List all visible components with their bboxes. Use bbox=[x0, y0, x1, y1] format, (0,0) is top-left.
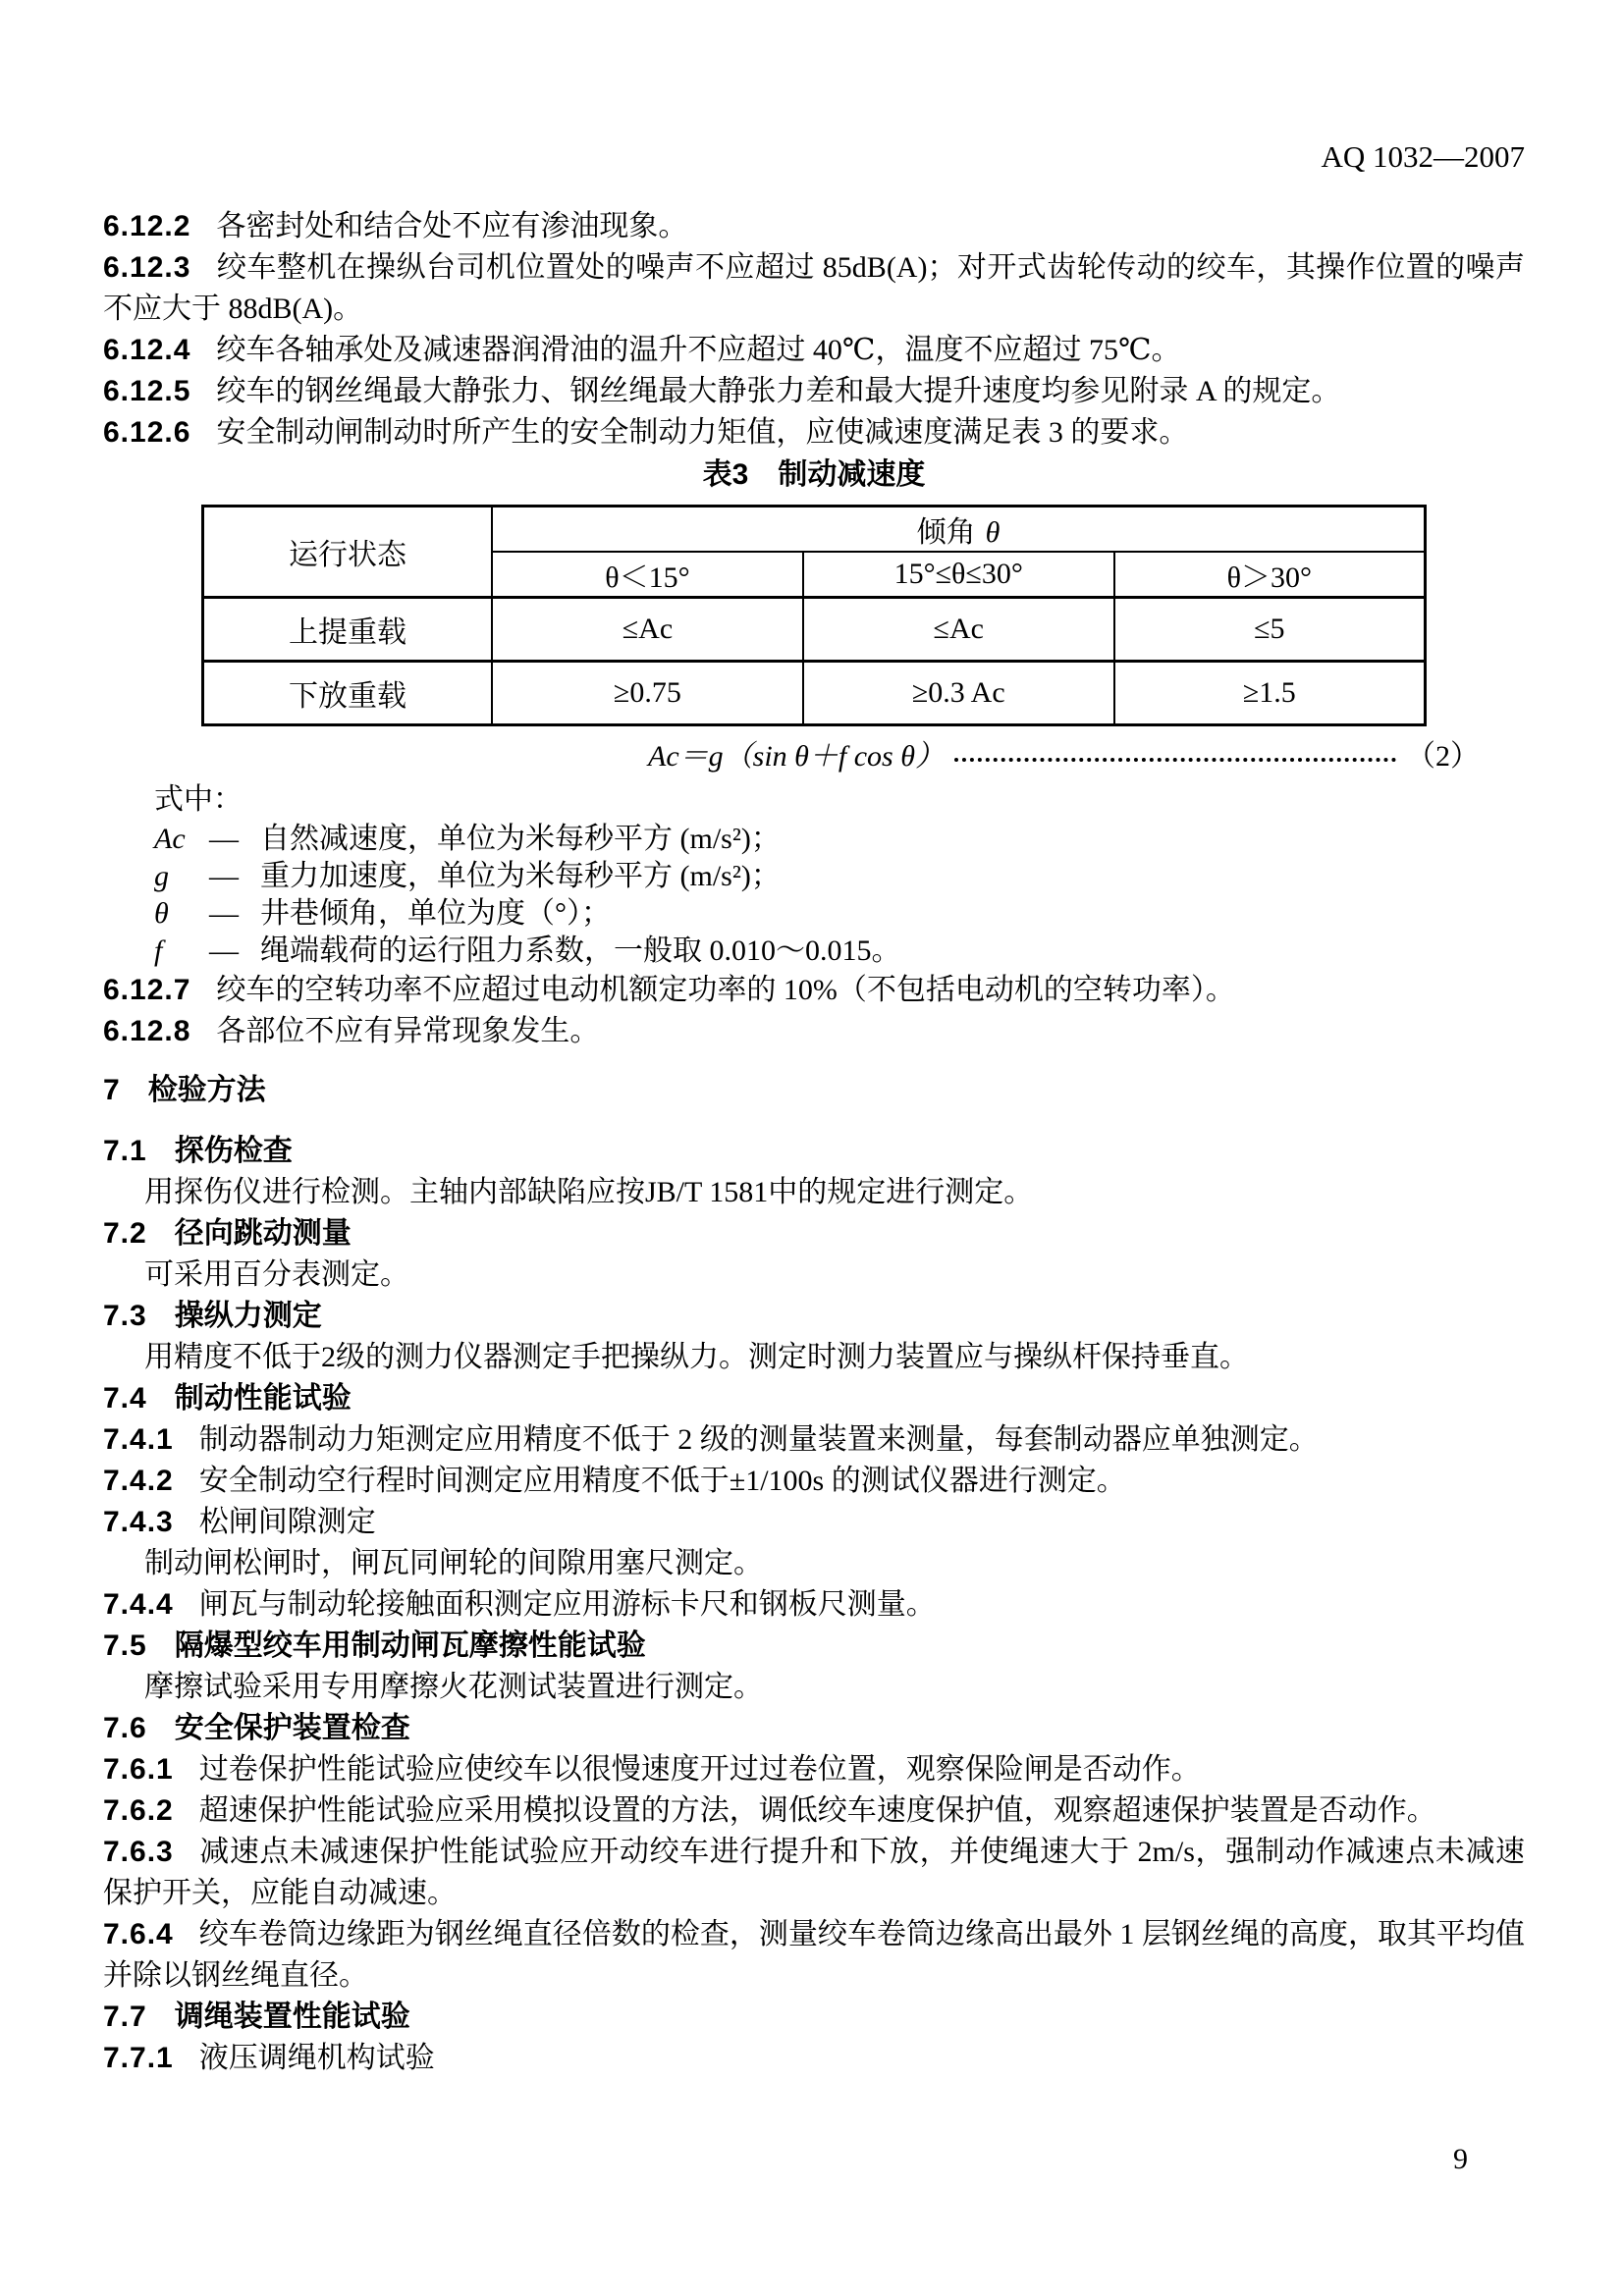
definition-item-theta bbox=[154, 895, 1525, 933]
definitions-intro: 式中： bbox=[154, 783, 243, 816]
clause-number: 7.4.1 bbox=[103, 1423, 174, 1456]
cell-value: ≥0.3 Ac bbox=[803, 662, 1114, 725]
col-header-theta-lt-15: θ＜15° bbox=[492, 552, 803, 598]
clause-6-12-8 bbox=[103, 1011, 1525, 1052]
table-header-row-1 bbox=[203, 507, 1426, 553]
equation-2 bbox=[103, 734, 1525, 779]
clause-text: 绞车整机在操纵台司机位置处的噪声不应超过 85dB(A)；对开式齿轮传动的绞车，其操作位置的噪声不应大于 88dB(A)。 bbox=[103, 251, 1525, 325]
section-number: 7.3 bbox=[103, 1300, 147, 1332]
clause-7-6-1 bbox=[103, 1749, 1525, 1790]
clause-number: 7.6.2 bbox=[103, 1794, 174, 1827]
clause-text: 超速保护性能试验应采用模拟设置的方法，调低绞车速度保护值，观察超速保护装置是否动作。 bbox=[198, 1794, 1436, 1827]
cell-value: ≥1.5 bbox=[1114, 662, 1426, 725]
section-number: 7.5 bbox=[103, 1629, 147, 1662]
clause-text: 液压调绳机构试验 bbox=[198, 2042, 435, 2074]
table-group-header bbox=[492, 507, 1426, 553]
definition-term: f bbox=[154, 934, 163, 967]
table-3 bbox=[201, 505, 1427, 726]
section-title: 径向跳动测量 bbox=[174, 1217, 352, 1250]
body-7-3: 用精度不低于2级的测力仪器测定手把操纵力。测定时测力装置应与操纵杆保持垂直。 bbox=[144, 1341, 1249, 1373]
clause-number: 6.12.8 bbox=[103, 1015, 191, 1047]
standard-number: AQ 1032—2007 bbox=[1321, 139, 1525, 174]
definition-term: θ bbox=[154, 897, 169, 930]
definition-item-Ac bbox=[154, 821, 1525, 858]
heading-7-1 bbox=[103, 1131, 1525, 1172]
clause-number: 6.12.2 bbox=[103, 210, 191, 242]
section-number: 7.7 bbox=[103, 2001, 147, 2033]
clause-number: 6.12.7 bbox=[103, 974, 191, 1006]
clause-text: 绞车的钢丝绳最大静张力、钢丝绳最大静张力差和最大提升速度均参见附录 A 的规定。 bbox=[216, 375, 1341, 407]
definition-item-g bbox=[154, 858, 1525, 895]
clause-number: 7.6.3 bbox=[103, 1836, 174, 1868]
clause-number: 6.12.6 bbox=[103, 416, 191, 449]
section-title: 检验方法 bbox=[147, 1074, 266, 1106]
heading-7-4 bbox=[103, 1378, 1525, 1419]
definition-dash: — bbox=[209, 860, 239, 892]
definition-dash: — bbox=[209, 934, 239, 967]
section-title: 安全保护装置检查 bbox=[174, 1712, 410, 1744]
clause-7-4-3 bbox=[103, 1502, 1525, 1543]
equation-expression: Ac＝g（sin θ＋f cos θ） bbox=[648, 740, 945, 773]
row-label: 上提重载 bbox=[203, 598, 493, 662]
body-7-2: 可采用百分表测定。 bbox=[144, 1258, 409, 1291]
cell-value: ≤Ac bbox=[492, 598, 803, 662]
table-corner-header: 运行状态 bbox=[203, 507, 493, 598]
clause-7-6-4 bbox=[103, 1914, 1525, 1997]
clause-7-7-1 bbox=[103, 2038, 1525, 2079]
clause-6-12-3 bbox=[103, 247, 1525, 330]
clause-number: 7.4.3 bbox=[103, 1506, 174, 1538]
col-header-theta-15-30: 15°≤θ≤30° bbox=[803, 552, 1114, 598]
clause-6-12-5 bbox=[103, 371, 1525, 412]
page-content bbox=[103, 139, 1525, 2079]
clause-text: 各密封处和结合处不应有渗油现象。 bbox=[216, 210, 688, 242]
clause-6-12-4 bbox=[103, 330, 1525, 371]
body-7-4-3: 制动闸松闸时，闸瓦同闸轮的间隙用塞尺测定。 bbox=[144, 1547, 763, 1579]
section-number: 7.2 bbox=[103, 1217, 147, 1250]
clause-7-4-2 bbox=[103, 1461, 1525, 1502]
clause-number: 6.12.5 bbox=[103, 375, 191, 407]
group-header-label: 倾角 bbox=[916, 516, 976, 549]
section-title: 调绳装置性能试验 bbox=[174, 2001, 410, 2033]
section-title: 隔爆型绞车用制动闸瓦摩擦性能试验 bbox=[174, 1629, 646, 1662]
section-number: 7.6 bbox=[103, 1712, 147, 1744]
clause-text: 各部位不应有异常现象发生。 bbox=[216, 1015, 600, 1047]
clause-number: 7.6.1 bbox=[103, 1753, 174, 1786]
heading-7-7 bbox=[103, 1997, 1525, 2038]
section-number: 7.4 bbox=[103, 1382, 147, 1415]
definition-term: g bbox=[154, 860, 169, 892]
definition-description: 绳端载荷的运行阻力系数，一般取 0.010～0.015。 bbox=[260, 934, 901, 967]
equation-dot-leader bbox=[945, 734, 1406, 779]
section-number: 7.1 bbox=[103, 1135, 147, 1167]
definition-description: 重力加速度，单位为米每秒平方 (m/s²)； bbox=[260, 860, 781, 892]
heading-7-6 bbox=[103, 1708, 1525, 1749]
body-7-1: 用探伤仪进行检测。主轴内部缺陷应按JB/T 1581中的规定进行测定。 bbox=[144, 1176, 1034, 1208]
clause-number: 6.12.4 bbox=[103, 334, 191, 366]
clause-text: 安全制动闸制动时所产生的安全制动力矩值，应使减速度满足表 3 的要求。 bbox=[216, 416, 1189, 449]
clause-text: 过卷保护性能试验应使绞车以很慢速度开过过卷位置，观察保险闸是否动作。 bbox=[198, 1753, 1201, 1786]
clause-7-6-3 bbox=[103, 1832, 1525, 1914]
clause-number: 6.12.3 bbox=[103, 251, 191, 284]
clause-text: 闸瓦与制动轮接触面积测定应用游标卡尺和钢板尺测量。 bbox=[198, 1588, 936, 1621]
clause-text: 松闸间隙测定 bbox=[198, 1506, 376, 1538]
heading-7-3 bbox=[103, 1296, 1525, 1337]
clause-number: 7.4.2 bbox=[103, 1465, 174, 1497]
clause-7-4-1 bbox=[103, 1419, 1525, 1461]
row-label: 下放重载 bbox=[203, 662, 493, 725]
clause-text: 减速点未减速保护性能试验应开动绞车进行提升和下放，并使绳速大于 2m/s，强制动作减速点未减速保护开关，应能自动减速。 bbox=[103, 1836, 1525, 1909]
clause-6-12-2 bbox=[103, 206, 1525, 247]
definition-dash: — bbox=[209, 823, 239, 855]
clause-6-12-6 bbox=[103, 412, 1525, 454]
col-header-theta-gt-30: θ＞30° bbox=[1114, 552, 1426, 598]
definition-description: 自然减速度，单位为米每秒平方 (m/s²)； bbox=[260, 823, 781, 855]
clause-text: 安全制动空行程时间测定应用精度不低于±1/100s 的测试仪器进行测定。 bbox=[198, 1465, 1126, 1497]
section-number: 7 bbox=[103, 1074, 121, 1106]
cell-value: ≤5 bbox=[1114, 598, 1426, 662]
clause-6-12-7 bbox=[103, 970, 1525, 1011]
clause-text: 绞车各轴承处及减速器润滑油的温升不应超过 40℃，温度不应超过 75℃。 bbox=[216, 334, 1181, 366]
clause-number: 7.4.4 bbox=[103, 1588, 174, 1621]
group-header-variable: θ bbox=[985, 516, 1001, 549]
body-7-5: 摩擦试验采用专用摩擦火花测试装置进行测定。 bbox=[144, 1671, 763, 1703]
clause-text: 制动器制动力矩测定应用精度不低于 2 级的测量装置来测量，每套制动器应单独测定。 bbox=[198, 1423, 1319, 1456]
definition-term: Ac bbox=[154, 823, 186, 855]
table-3-title: 表3 制动减速度 bbox=[702, 458, 926, 491]
section-title: 操纵力测定 bbox=[174, 1300, 322, 1332]
equation-number: （2） bbox=[1406, 740, 1480, 773]
section-title: 制动性能试验 bbox=[174, 1382, 352, 1415]
clause-text: 绞车的空转功率不应超过电动机额定功率的 10%（不包括电动机的空转功率）。 bbox=[216, 974, 1235, 1006]
clause-7-4-4 bbox=[103, 1584, 1525, 1626]
cell-value: ≥0.75 bbox=[492, 662, 803, 725]
section-title: 探伤检查 bbox=[174, 1135, 293, 1167]
clause-text: 绞车卷筒边缘距为钢丝绳直径倍数的检查，测量绞车卷筒边缘高出最外 1 层钢丝绳的高度，取其平均值并除以钢丝绳直径。 bbox=[103, 1918, 1525, 1992]
clause-number: 7.6.4 bbox=[103, 1918, 174, 1950]
definition-item-f bbox=[154, 933, 1525, 970]
section-7-heading bbox=[103, 1070, 1525, 1111]
clause-7-6-2 bbox=[103, 1790, 1525, 1832]
heading-7-5 bbox=[103, 1626, 1525, 1667]
table-row-lower-load bbox=[203, 662, 1426, 725]
definition-description: 井巷倾角，单位为度（°）； bbox=[260, 897, 611, 930]
clause-number: 7.7.1 bbox=[103, 2042, 174, 2074]
heading-7-2 bbox=[103, 1213, 1525, 1255]
table-row-hoist-load bbox=[203, 598, 1426, 662]
definition-dash: — bbox=[209, 897, 239, 930]
page-number: 9 bbox=[1453, 2143, 1468, 2175]
cell-value: ≤Ac bbox=[803, 598, 1114, 662]
